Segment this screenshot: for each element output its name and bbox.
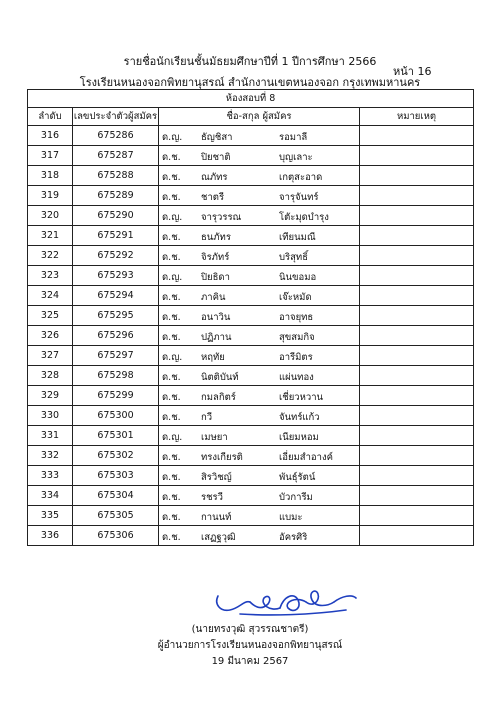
note-cell bbox=[360, 186, 474, 206]
last-name: เทียนมณี bbox=[279, 232, 316, 243]
table-row bbox=[28, 406, 474, 426]
name-prefix: ด.ญ. bbox=[162, 352, 183, 363]
note-cell bbox=[360, 246, 474, 266]
row-number: 331 bbox=[28, 426, 73, 446]
row-number: 325 bbox=[28, 306, 73, 326]
first-name: กานนท์ bbox=[201, 512, 232, 523]
last-name: นินขอมอ bbox=[279, 272, 317, 283]
column-header-id: เลขประจำตัวผู้สมัคร bbox=[73, 108, 159, 126]
applicant-id: 675291 bbox=[73, 226, 159, 246]
note-cell bbox=[360, 346, 474, 366]
last-name: บริสุทธิ์ bbox=[279, 252, 308, 263]
applicant-id: 675286 bbox=[73, 126, 159, 146]
first-name: ปฏิภาน bbox=[201, 332, 232, 343]
row-number: 319 bbox=[28, 186, 73, 206]
row-number: 324 bbox=[28, 286, 73, 306]
row-number: 326 bbox=[28, 326, 73, 346]
row-number: 322 bbox=[28, 246, 73, 266]
last-name: เอี่ยมสำอางค์ bbox=[279, 452, 333, 463]
name-prefix: ด.ช. bbox=[162, 512, 181, 523]
name-prefix: ด.ช. bbox=[162, 172, 181, 183]
name-prefix: ด.ช. bbox=[162, 472, 181, 483]
name-prefix: ด.ช. bbox=[162, 412, 181, 423]
first-name: จิรภัทร์ bbox=[201, 252, 230, 263]
applicant-name bbox=[159, 406, 360, 426]
applicant-id: 675295 bbox=[73, 306, 159, 326]
applicant-name bbox=[159, 126, 360, 146]
last-name: อัครศิริ bbox=[279, 532, 308, 543]
first-name: สิรวิชญ์ bbox=[201, 472, 232, 483]
applicant-id: 675290 bbox=[73, 206, 159, 226]
applicant-name bbox=[159, 226, 360, 246]
table-row bbox=[28, 466, 474, 486]
name-prefix: ด.ช. bbox=[162, 292, 181, 303]
last-name: เกตุสะอาด bbox=[279, 172, 323, 183]
school-name: โรงเรียนหนองจอกพิทยานุสรณ์ สำนักงานเขตหนองจอก กรุงเทพมหานคร bbox=[79, 76, 421, 89]
table-row bbox=[28, 486, 474, 506]
applicant-name bbox=[159, 186, 360, 206]
applicant-name bbox=[159, 466, 360, 486]
table-body bbox=[28, 126, 474, 546]
last-name: บุญเลาะ bbox=[279, 152, 313, 163]
row-number: 334 bbox=[28, 486, 73, 506]
note-cell bbox=[360, 126, 474, 146]
table-row bbox=[28, 366, 474, 386]
name-prefix: ด.ญ. bbox=[162, 132, 183, 143]
note-cell bbox=[360, 206, 474, 226]
note-cell bbox=[360, 286, 474, 306]
signer-name: (นายทรงวุฒิ สุวรรณชาตรี) bbox=[191, 624, 309, 635]
note-cell bbox=[360, 226, 474, 246]
last-name: พันธุ์รัตน์ bbox=[279, 472, 316, 483]
applicant-id: 675297 bbox=[73, 346, 159, 366]
name-prefix: ด.ช. bbox=[162, 312, 181, 323]
last-name: จันทร์แก้ว bbox=[279, 412, 320, 423]
applicant-id: 675296 bbox=[73, 326, 159, 346]
note-cell bbox=[360, 306, 474, 326]
last-name: เจ๊ะหมัด bbox=[279, 292, 312, 303]
exam-room-label: ห้องสอบที่ 8 bbox=[28, 90, 474, 108]
applicant-name bbox=[159, 346, 360, 366]
table-row bbox=[28, 446, 474, 466]
table-row bbox=[28, 126, 474, 146]
name-prefix: ด.ช. bbox=[162, 152, 181, 163]
applicant-id: 675301 bbox=[73, 426, 159, 446]
last-name: บัวการีม bbox=[279, 492, 313, 503]
note-cell bbox=[360, 406, 474, 426]
first-name: ธนภัทร bbox=[201, 232, 231, 243]
column-header-name: ชื่อ-สกุล ผู้สมัคร bbox=[159, 108, 360, 126]
applicant-name bbox=[159, 486, 360, 506]
applicant-id: 675302 bbox=[73, 446, 159, 466]
first-name: รชรวี bbox=[201, 492, 223, 503]
applicant-name bbox=[159, 366, 360, 386]
note-cell bbox=[360, 426, 474, 446]
applicant-name bbox=[159, 506, 360, 526]
table-row bbox=[28, 206, 474, 226]
row-number: 316 bbox=[28, 126, 73, 146]
note-cell bbox=[360, 446, 474, 466]
note-cell bbox=[360, 266, 474, 286]
table-row bbox=[28, 286, 474, 306]
note-cell bbox=[360, 366, 474, 386]
table-row bbox=[28, 426, 474, 446]
note-cell bbox=[360, 386, 474, 406]
last-name: อาจยุทธ bbox=[279, 312, 314, 323]
row-number: 329 bbox=[28, 386, 73, 406]
row-number: 330 bbox=[28, 406, 73, 426]
row-number: 320 bbox=[28, 206, 73, 226]
row-number: 321 bbox=[28, 226, 73, 246]
last-name: รอมาลี bbox=[279, 132, 308, 143]
note-cell bbox=[360, 326, 474, 346]
applicant-name bbox=[159, 446, 360, 466]
note-cell bbox=[360, 466, 474, 486]
applicant-id: 675294 bbox=[73, 286, 159, 306]
signer-position: ผู้อำนวยการโรงเรียนหนองจอกพิทยานุสรณ์ bbox=[157, 640, 343, 651]
applicant-id: 675305 bbox=[73, 506, 159, 526]
applicant-name bbox=[159, 286, 360, 306]
applicant-id: 675289 bbox=[73, 186, 159, 206]
table-row bbox=[28, 346, 474, 366]
first-name: ธัญชิสา bbox=[201, 132, 233, 143]
table-row bbox=[28, 186, 474, 206]
note-cell bbox=[360, 146, 474, 166]
note-cell bbox=[360, 506, 474, 526]
table-row bbox=[28, 266, 474, 286]
name-prefix: ด.ญ. bbox=[162, 212, 183, 223]
applicant-id: 675299 bbox=[73, 386, 159, 406]
first-name: กมลกิตร์ bbox=[201, 392, 236, 403]
applicant-name bbox=[159, 386, 360, 406]
table-row bbox=[28, 326, 474, 346]
student-list-table bbox=[27, 89, 474, 546]
applicant-id: 675298 bbox=[73, 366, 159, 386]
row-number: 323 bbox=[28, 266, 73, 286]
first-name: ปิยชาติ bbox=[201, 152, 231, 163]
first-name: ชาตรี bbox=[201, 192, 225, 203]
applicant-name bbox=[159, 526, 360, 546]
applicant-name bbox=[159, 306, 360, 326]
applicant-id: 675303 bbox=[73, 466, 159, 486]
row-number: 327 bbox=[28, 346, 73, 366]
column-header-note: หมายเหตุ bbox=[360, 108, 474, 126]
first-name: ภาคิน bbox=[201, 292, 226, 303]
applicant-name bbox=[159, 146, 360, 166]
first-name: อนาวิน bbox=[201, 312, 231, 323]
applicant-id: 675304 bbox=[73, 486, 159, 506]
first-name: ณภัทร bbox=[201, 172, 228, 183]
applicant-id: 675293 bbox=[73, 266, 159, 286]
name-prefix: ด.ช. bbox=[162, 252, 181, 263]
document-title: รายชื่อนักเรียนชั้นมัธยมศึกษาปีที่ 1 ปีการศึกษา 2566 bbox=[123, 55, 377, 68]
row-number: 317 bbox=[28, 146, 73, 166]
first-name: เมษยา bbox=[201, 432, 228, 443]
table-row bbox=[28, 166, 474, 186]
last-name: เชี่ยวหวาน bbox=[279, 392, 324, 403]
last-name: แบมะ bbox=[279, 512, 303, 523]
name-prefix: ด.ช. bbox=[162, 332, 181, 343]
column-header-no: ลำดับ bbox=[28, 108, 73, 126]
page-number: หน้า 16 bbox=[393, 65, 432, 78]
table-row bbox=[28, 506, 474, 526]
last-name: สุขสมกิจ bbox=[279, 332, 315, 343]
first-name: นิตติบันท์ bbox=[201, 372, 239, 383]
note-cell bbox=[360, 486, 474, 506]
first-name: หฤทัย bbox=[201, 352, 225, 363]
name-prefix: ด.ช. bbox=[162, 532, 181, 543]
signature-image bbox=[210, 586, 360, 620]
row-number: 318 bbox=[28, 166, 73, 186]
table-row bbox=[28, 306, 474, 326]
last-name: อารีมิตร bbox=[279, 352, 313, 363]
last-name: เนียมหอม bbox=[279, 432, 319, 443]
row-number: 333 bbox=[28, 466, 73, 486]
name-prefix: ด.ช. bbox=[162, 232, 181, 243]
table-row bbox=[28, 226, 474, 246]
applicant-name bbox=[159, 426, 360, 446]
applicant-name bbox=[159, 206, 360, 226]
applicant-name bbox=[159, 166, 360, 186]
first-name: จารุวรรณ bbox=[201, 212, 242, 223]
applicant-id: 675300 bbox=[73, 406, 159, 426]
name-prefix: ด.ญ. bbox=[162, 272, 183, 283]
last-name: จารุจันทร์ bbox=[279, 192, 319, 203]
applicant-id: 675287 bbox=[73, 146, 159, 166]
name-prefix: ด.ช. bbox=[162, 372, 181, 383]
note-cell bbox=[360, 166, 474, 186]
applicant-id: 675288 bbox=[73, 166, 159, 186]
row-number: 335 bbox=[28, 506, 73, 526]
table-row bbox=[28, 246, 474, 266]
first-name: ทรงเกียรติ bbox=[201, 452, 243, 463]
last-name: โตัะมุดบำรุง bbox=[279, 212, 329, 223]
name-prefix: ด.ช. bbox=[162, 492, 181, 503]
first-name: กวี bbox=[201, 412, 213, 423]
row-number: 336 bbox=[28, 526, 73, 546]
table-row bbox=[28, 526, 474, 546]
table-row bbox=[28, 146, 474, 166]
name-prefix: ด.ช. bbox=[162, 452, 181, 463]
applicant-id: 675292 bbox=[73, 246, 159, 266]
name-prefix: ด.ญ. bbox=[162, 432, 183, 443]
note-cell bbox=[360, 526, 474, 546]
row-number: 328 bbox=[28, 366, 73, 386]
applicant-name bbox=[159, 266, 360, 286]
table-row bbox=[28, 386, 474, 406]
last-name: แผ่นทอง bbox=[279, 372, 314, 383]
row-number: 332 bbox=[28, 446, 73, 466]
name-prefix: ด.ช. bbox=[162, 192, 181, 203]
applicant-name bbox=[159, 246, 360, 266]
applicant-id: 675306 bbox=[73, 526, 159, 546]
first-name: เสฏฐวุฒิ bbox=[201, 532, 236, 543]
name-prefix: ด.ช. bbox=[162, 392, 181, 403]
first-name: ปิยธิดา bbox=[201, 272, 230, 283]
document-date: 19 มีนาคม 2567 bbox=[211, 656, 289, 667]
applicant-name bbox=[159, 326, 360, 346]
